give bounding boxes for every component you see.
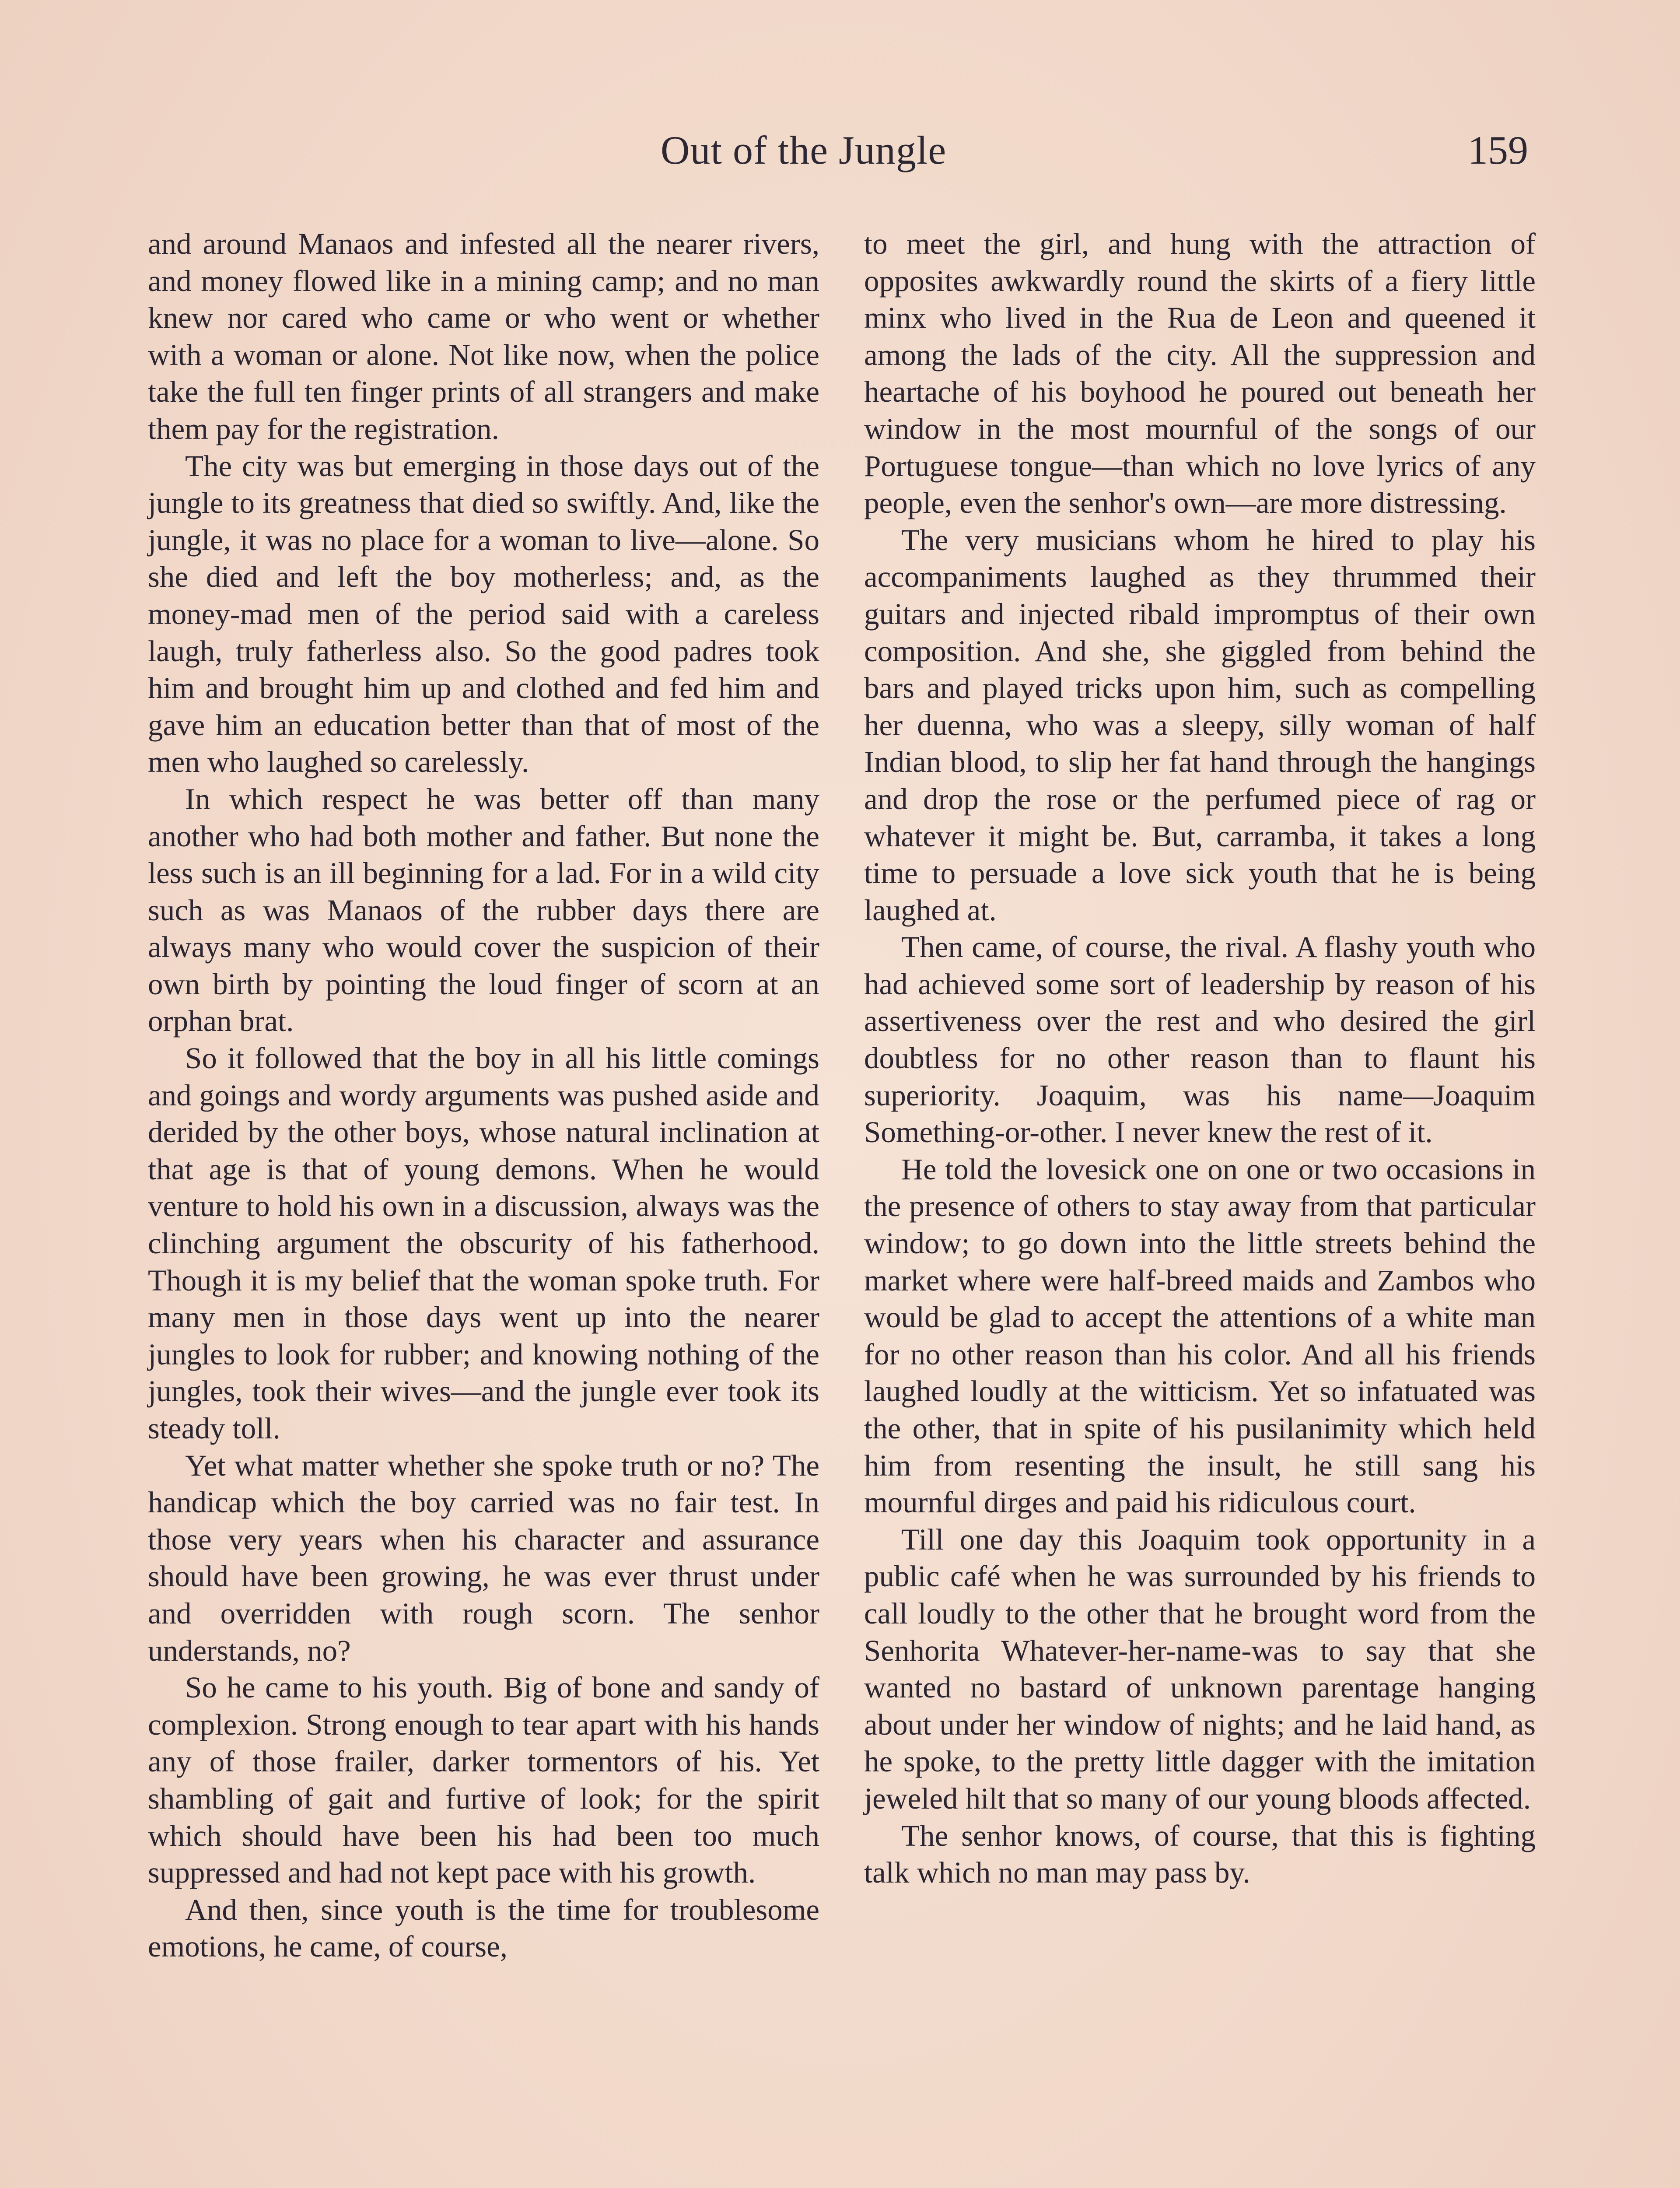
paragraph: The city was but emerging in those days out of the jungle to its greatness that died so swiftly. And, like the jungle, it was no place for a woman to live—alone. So she died and left the boy motherless; and, as the money-mad men of the period said with a careless laugh, truly fatherless also. So the good padres took him and brought him up and clothed and fed him and gave him an education better than that of most of the men who laughed so carelessly.	[148, 449, 819, 779]
paragraph: Yet what matter whether she spoke truth or no? The handicap which the boy carried was no fair test. In those very years when his character and assurance should have been growing, he was ever thrust under and overridden with rough scorn. The senhor understands, no?	[148, 1448, 819, 1667]
running-title: Out of the Jungle	[661, 128, 947, 172]
paragraph: He told the lovesick one on one or two occasions in the presence of others to stay away from that particular window; to go down into the little streets behind the market where were half-breed maids and Zambos who would be glad to accept the attentions of a white man for no other reason than his color. And all his friends laughed loudly at the witticism. Yet so infatuated was the other, that in spite of his pusilanimity which held him from resenting the insult, he still sang his mournful dirges and paid his ridiculous court.	[864, 1152, 1536, 1519]
paragraph: In which respect he was better off than many another who had both mother and father. But none the less such is an ill beginning for a lad. For in a wild city such as was Manaos of the rubber days there are always many who would cover the suspicion of their own birth by pointing the loud finger of scorn at an orphan brat.	[148, 782, 819, 1038]
paragraph: So it followed that the boy in all his little comings and goings and wordy arguments was pushed aside and derided by the other boys, whose natural inclination at that age is that of young demons. When he would venture to hold his own in a discussion, always was the clinching argument the obscurity of his fatherhood. Though it is my belief that the woman spoke truth. For many men in those days went up into the nearer jungles to look for rubber; and knowing nothing of the jungles, took their wives—and the jungle ever took its steady toll.	[148, 1041, 819, 1445]
paragraph: Till one day this Joaquim took opportunity in a public café when he was surrounded by his friends to call loudly to the other that he brought word from the Senhorita Whatever-her-name-was to say that she wanted no bastard of unknown parentage hanging about under her window of nights; and he laid hand, as he spoke, to the pretty little dagger with the imitation jeweled hilt that so many of our young bloods affected.	[864, 1522, 1536, 1815]
right-column	[864, 225, 1536, 1891]
paragraph: The senhor knows, of course, that this is fighting talk which no man may pass by.	[864, 1819, 1536, 1890]
page-header	[0, 127, 1680, 193]
paragraph: to meet the girl, and hung with the attraction of opposites awkwardly round the skirts of a fiery little minx who lived in the Rua de Leon and queened it among the lads of the city. All the suppression and heartache of his boyhood he poured out beneath her window in the most mournful of the songs of our Portuguese tongue—than which no love lyrics of any people, even the senhor's own—are more distressing.	[864, 227, 1536, 520]
paragraph: So he came to his youth. Big of bone and sandy of complexion. Strong enough to tear apart with his hands any of those frailer, darker tormentors of his. Yet shambling of gait and furtive of look; for the spirit which should have been his had been too much suppressed and had not kept pace with his growth.	[148, 1671, 819, 1890]
paragraph: The very musicians whom he hired to play his accompaniments laughed as they thrummed their guitars and injected ribald impromptus of their own composition. And she, she giggled from behind the bars and played tricks upon him, such as compelling her duenna, who was a sleepy, silly woman of half Indian blood, to slip her fat hand through the hangings and drop the rose or the perfumed piece of rag or whatever it might be. But, carramba, it takes a long time to persuade a love sick youth that he is being laughed at.	[864, 523, 1536, 927]
page-number: 159	[1468, 128, 1528, 172]
paragraph: Then came, of course, the rival. A flashy youth who had achieved some sort of leadership by reason of his assertiveness over the rest and who desired the girl doubtless for no other reason than to flaunt his superiority. Joaquim, was his name—Joaquim Something-or-other. I never knew the rest of it.	[864, 930, 1536, 1149]
left-column	[148, 225, 819, 1965]
paragraph: and around Manaos and infested all the nearer rivers, and money flowed like in a mining camp; and no man knew nor cared who came or who went or whether with a woman or alone. Not like now, when the police take the full ten finger prints of all strangers and make them pay for the registration.	[148, 227, 819, 445]
paragraph: And then, since youth is the time for troublesome emotions, he came, of course,	[148, 1893, 819, 1964]
